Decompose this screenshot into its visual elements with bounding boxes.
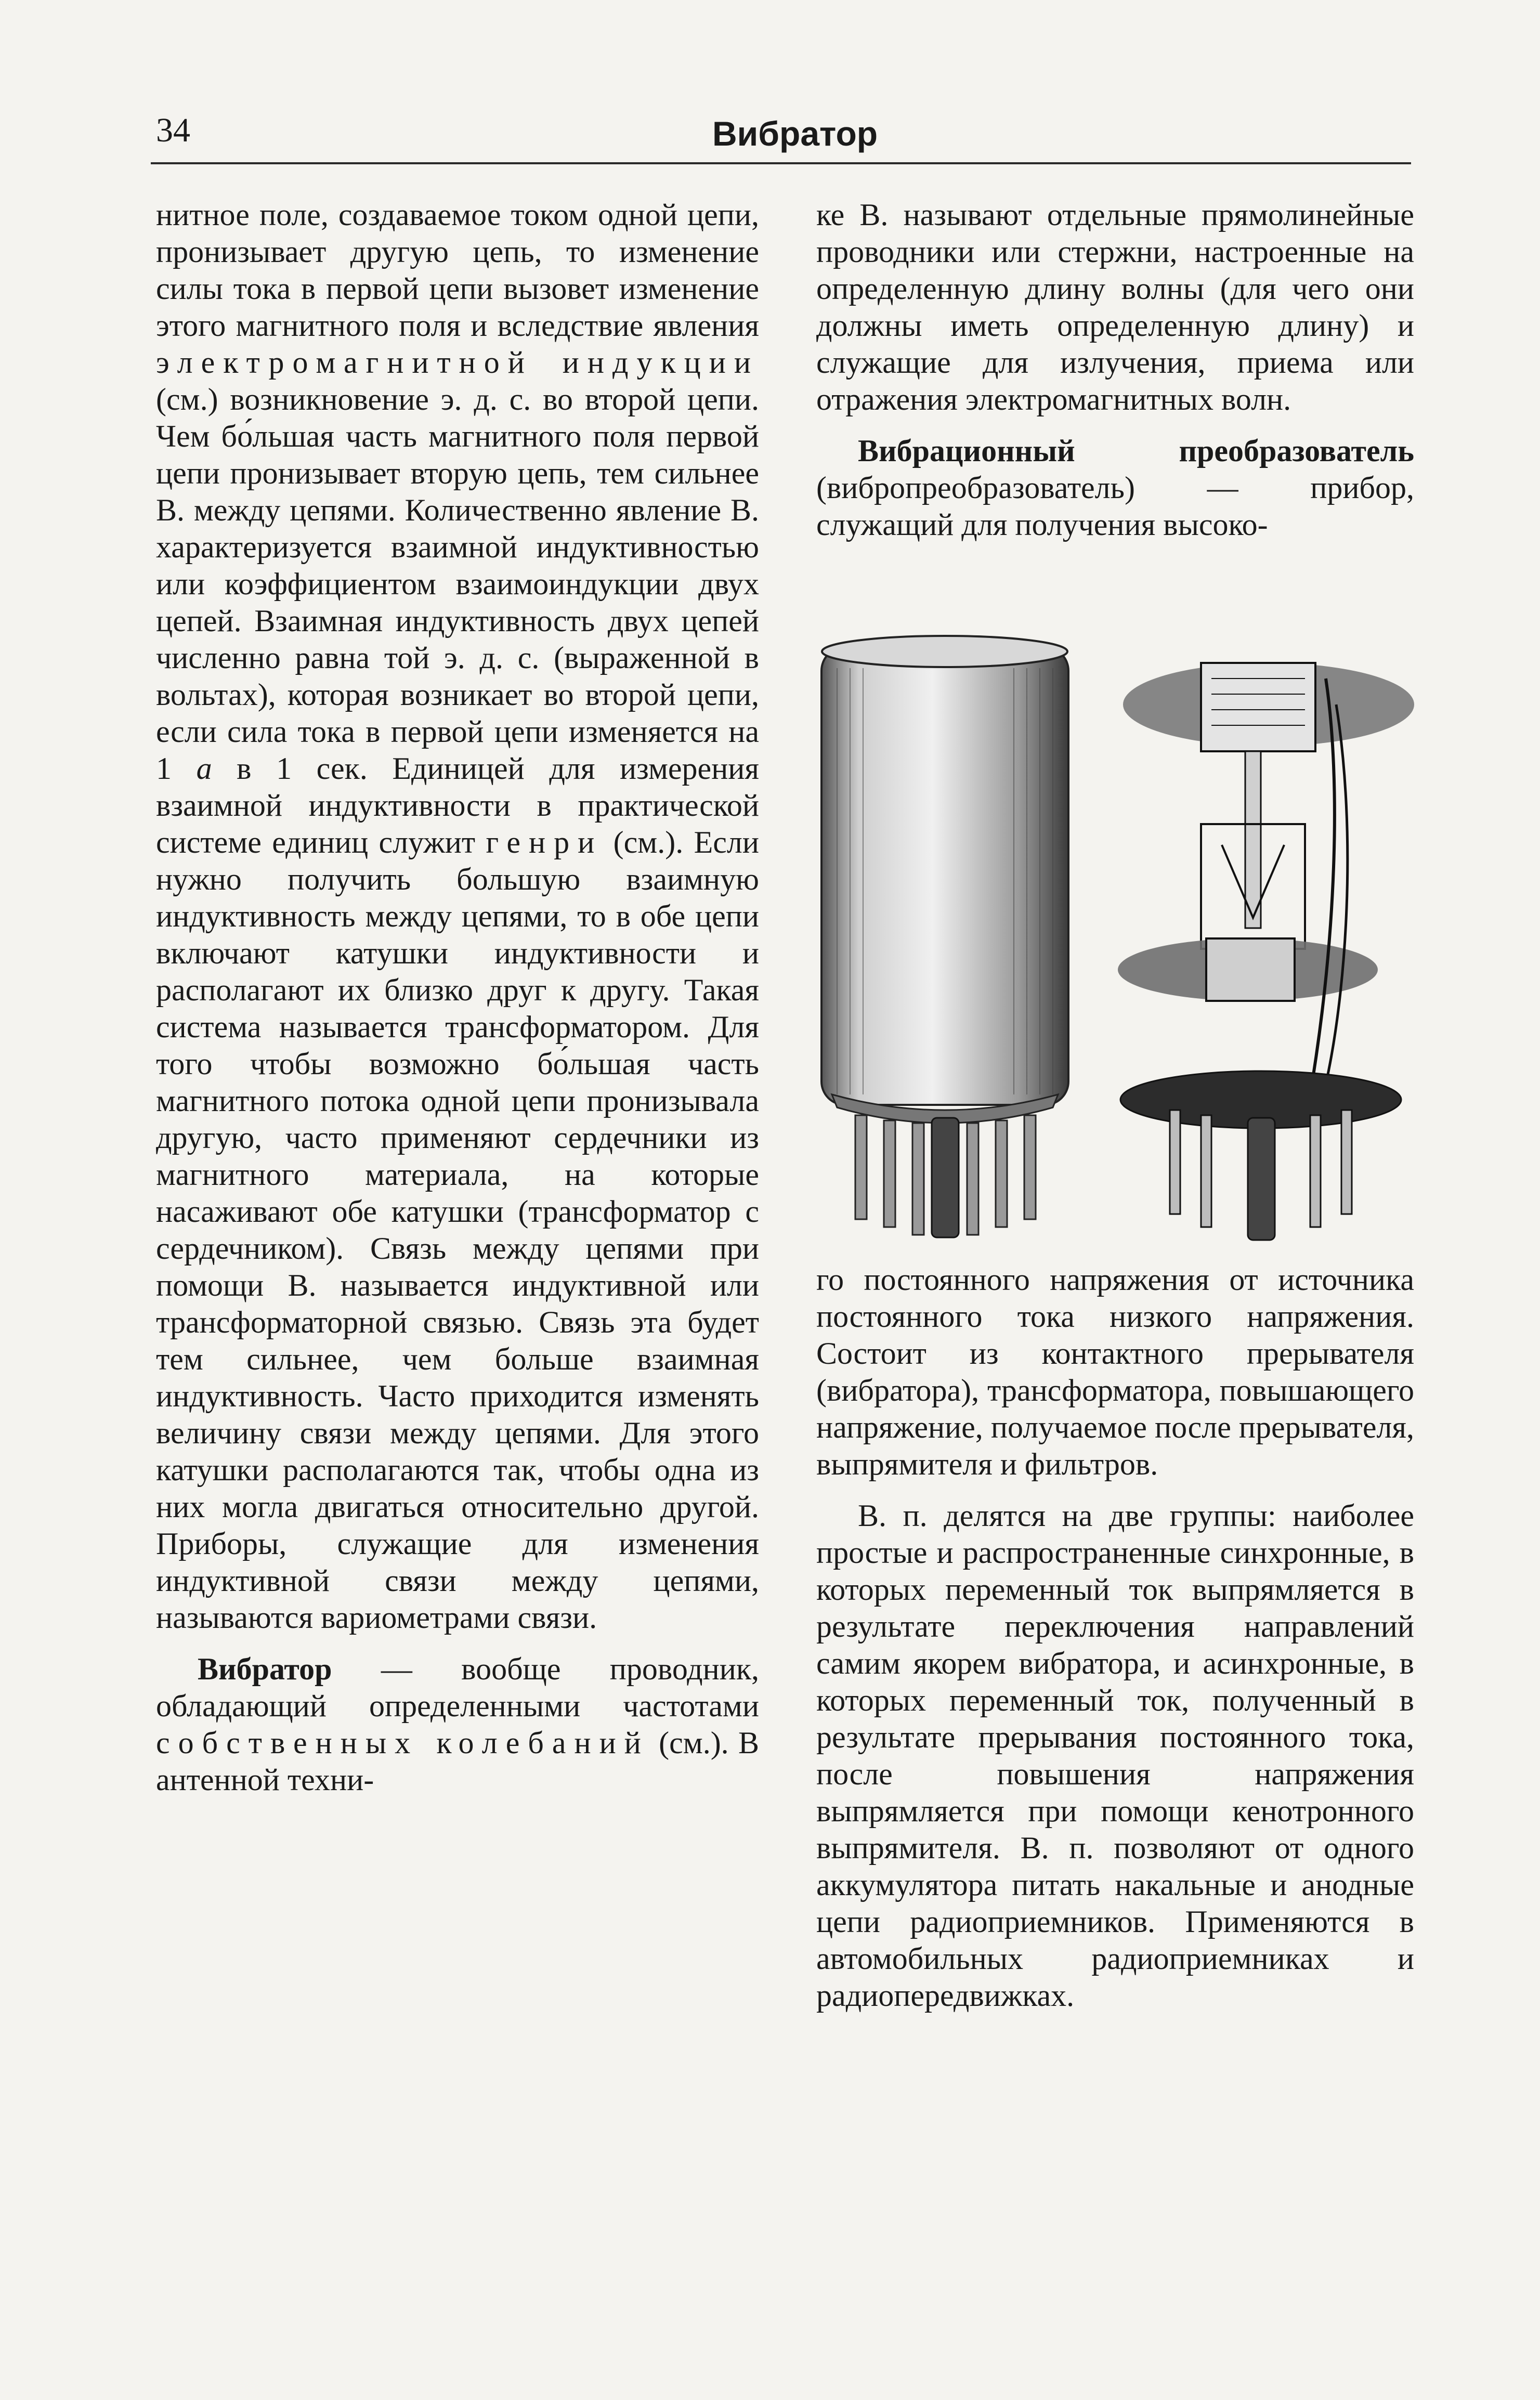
vibrator-illustration bbox=[816, 627, 1414, 1250]
right-column-bottom bbox=[816, 1261, 1414, 2014]
vibrator-can-housing bbox=[821, 636, 1068, 1237]
header-rule bbox=[151, 162, 1411, 164]
entry-vibration-converter: Вибрационный преобразователь (вибропреобразователь) — прибор, служащий для получения высоко- bbox=[816, 434, 1414, 542]
spaced-term: генри bbox=[486, 825, 603, 859]
spaced-term: собственных колебаний bbox=[156, 1726, 649, 1760]
entry-term: Вибратор bbox=[198, 1652, 332, 1686]
right-column-top bbox=[816, 197, 1414, 543]
running-title: Вибратор bbox=[712, 114, 878, 153]
vibrator-internal-mechanism bbox=[1118, 663, 1414, 1240]
paragraph-mutual-induction: нитное поле, создаваемое током одной цепи, пронизывает другую цепь, то изменение силы тока в первой цепи вызовет изменение этого магнитного поля и вследствие явления электромагнитной индукции (см.) возникновение э. д. с. во второй цепи. Чем бо́льшая часть магнитного поля первой цепи пронизывает вторую цепь, тем сильнее В. между цепями. Количественно явление В. характеризуется взаимной индуктивностью или коэффициентом взаимоиндукции двух цепей. Взаимная индуктивность двух цепей численно равна той э. д. с. (выраженной в вольтах), которая возникает во второй цепи, если сила тока в первой цепи изменяется на 1 а в 1 сек. Единицей для измерения взаимной индуктивности в практической системе единиц служит генри (см.). Если нужно получить большую взаимную индуктивность между цепями, то в обе цепи включают катушки индуктивности и располагают их близко друг к другу. Такая система называется трансформатором. Для того чтобы возможно бо́льшая часть магнитного потока одной цепи пронизывала другую, часто применяют сердечники из магнитного материала, на которые насаживают обе катушки (трансформатор с сердечником). Связь между цепями при помощи В. называется индуктивной или трансформаторной связью. Связь эта будет тем сильнее, чем больше взаимная индуктивность. Часто приходится изменять величину связи между цепями. Для этого катушки располагаются так, чтобы одна из них могла двигаться относительно другой. Приборы, служащие для изменения индуктивной связи между цепями, называются вариометрами связи. bbox=[156, 198, 760, 1635]
left-column bbox=[156, 197, 759, 1798]
entry-vibrator: Вибратор — вообще проводник, обладающий определенными частотами собственных колебаний (см.). В антенной техни- bbox=[156, 1652, 759, 1797]
unit-ampere: а bbox=[196, 751, 212, 786]
paragraph-antenna-vibrator: ке В. называют отдельные прямолинейные проводники или стержни, настроенные на определенную длину волны (для чего они должны иметь определенную длину) и служащие для излучения, приема или отражения электромагнитных волн. bbox=[816, 198, 1414, 416]
spaced-term: электромагнитной индукции bbox=[156, 345, 759, 380]
page-number: 34 bbox=[156, 111, 190, 149]
paragraph-converter-types: В. п. делятся на две группы: наиболее простые и распространенные синхронные, в которых переменный ток выпрямляется в результате переключения направлений самим якорем вибратора, и асинхронные, в которых переменный ток, полученный в результате прерывания постоянного тока, после повышения напряжения выпрямляется при помощи кенотронного выпрямителя. В. п. позволяют от одного аккумулятора питать накальные и анодные цепи радиоприемников. Применяются в автомобильных радиоприемниках и радиопередвижках. bbox=[816, 1498, 1414, 2013]
paragraph-converter-description: го постоянного напряжения от источника постоянного тока низкого напряжения. Состоит из контактного прерывателя (вибратора), трансформатора, повышающего напряжение, получаемое после прерывателя, выпрямителя и фильтров. bbox=[816, 1262, 1414, 1481]
entry-term: Вибрационный преобразователь bbox=[858, 434, 1414, 468]
